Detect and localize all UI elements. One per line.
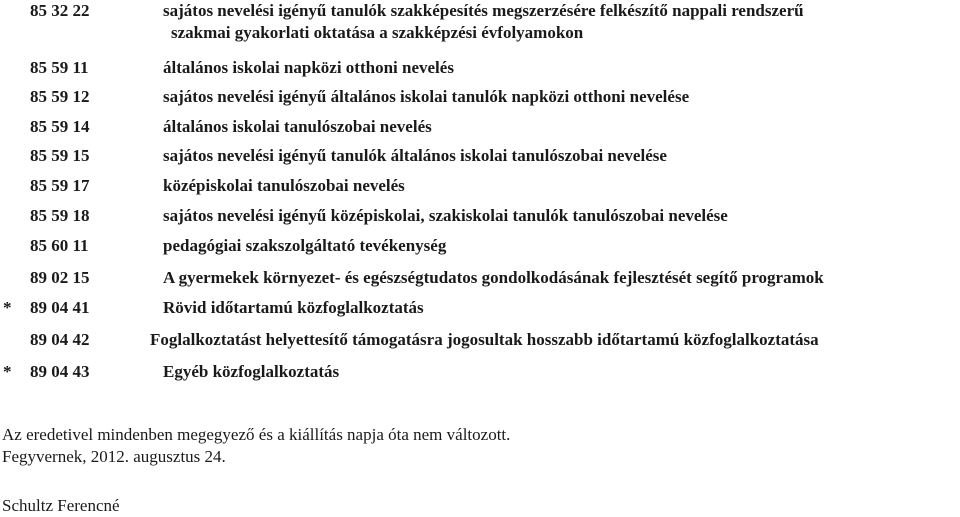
activity-description: A gyermekek környezet- és egészségtudatos gondolkodásának fejlesztését segítő programok — [163, 268, 824, 287]
activity-code: 89 04 41 — [30, 298, 90, 317]
row-marker: * — [3, 298, 12, 317]
place-and-date: Fegyvernek, 2012. augusztus 24. — [2, 447, 226, 466]
row-marker: * — [3, 362, 12, 381]
activity-description: sajátos nevelési igényű általános iskolai tanulók napközi otthoni nevelése — [163, 87, 690, 106]
activity-description: sajátos nevelési igényű tanulók általános iskolai tanulószobai nevelése — [163, 146, 667, 165]
activity-code: 85 59 14 — [30, 117, 90, 136]
activity-description: Foglalkoztatást helyettesítő támogatásra jogosultak hosszabb időtartamú közfoglalkoztatása — [150, 330, 819, 349]
activity-code: 89 02 15 — [30, 268, 90, 287]
activity-code: 85 59 12 — [30, 87, 90, 106]
activity-code: 85 32 22 — [30, 1, 90, 20]
certification-statement: Az eredetivel mindenben megegyező és a kiállítás napja óta nem változott. — [2, 425, 511, 444]
activity-description: középiskolai tanulószobai nevelés — [163, 176, 405, 195]
certification-note — [2, 424, 510, 468]
activity-code: 85 59 11 — [30, 58, 89, 77]
signatory-name: Schultz Ferencné — [2, 496, 120, 515]
activity-code: 85 59 18 — [30, 206, 90, 225]
activity-description: általános iskolai napközi otthoni nevelés — [163, 58, 454, 77]
activity-code: 85 60 11 — [30, 236, 89, 255]
activity-description — [163, 0, 958, 44]
activity-description: sajátos nevelési igényű középiskolai, szakiskolai tanulók tanulószobai nevelése — [163, 206, 728, 225]
activity-description: általános iskolai tanulószobai nevelés — [163, 117, 432, 136]
activity-description: Egyéb közfoglalkoztatás — [163, 362, 340, 381]
list-item — [0, 0, 960, 44]
activity-description: Rövid időtartamú közfoglalkoztatás — [163, 298, 424, 317]
activity-description-line1: sajátos nevelési igényű tanulók szakképesítés megszerzésére felkészítő nappali rendszerű — [163, 1, 804, 20]
activity-description: pedagógiai szakszolgáltató tevékenység — [163, 236, 447, 255]
activity-code: 89 04 43 — [30, 362, 90, 381]
activity-code: 89 04 42 — [30, 330, 90, 349]
activity-description-line2: szakmai gyakorlati oktatása a szakképzési évfolyamokon — [171, 23, 584, 42]
activity-code: 85 59 15 — [30, 146, 90, 165]
activity-code: 85 59 17 — [30, 176, 90, 195]
